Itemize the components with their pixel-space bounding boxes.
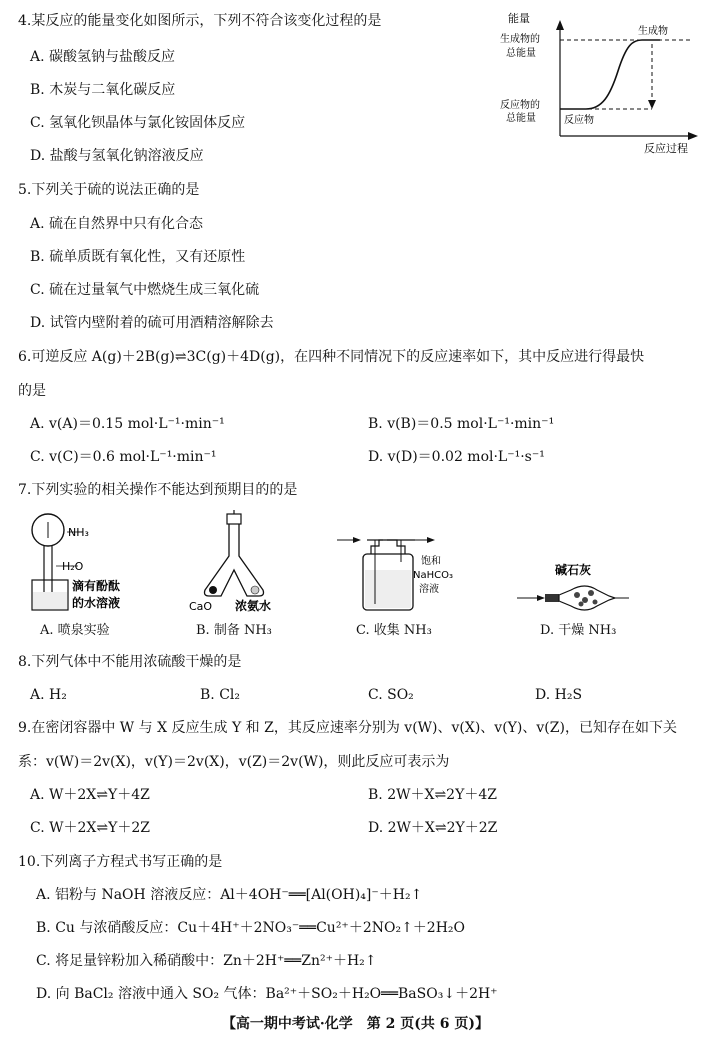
q9-option-b: B. 2W＋X⇌2Y＋4Z [368, 787, 497, 803]
q4-option-d: D. 盐酸与氢氧化钠溶液反应 [30, 148, 204, 164]
fig-a-solution-label-2: 的水溶液 [72, 596, 121, 610]
y-axis-label: 能量 [508, 12, 530, 25]
q8-option-b: B. Cl₂ [200, 687, 240, 703]
q6-option-c: C. v(C)＝0.6 mol·L⁻¹·min⁻¹ [30, 449, 217, 465]
fig-a-solution-label-1: 滴有酚酞 [72, 579, 121, 593]
q6-stem-1: 6.可逆反应 A(g)＋2B(g)⇌3C(g)＋4D(g)，在四种不同情况下的反应速率如下，其中反应进行得最快 [18, 349, 645, 365]
q8-stem: 8.下列气体中不能用浓硫酸干燥的是 [18, 654, 242, 670]
fig-a-fountain-apparatus [22, 508, 152, 613]
q5-option-b: B. 硫单质既有氧化性，又有还原性 [30, 249, 246, 265]
page-footer: 【高一期中考试·化学 第 2 页(共 6 页)】 [221, 1016, 490, 1032]
q9-stem-2: 系：v(W)＝2v(X)，v(Y)＝2v(X)，v(Z)＝2v(W)，则此反应可表示为 [18, 754, 450, 770]
q8-option-d: D. H₂S [535, 687, 583, 703]
q8-option-c: C. SO₂ [368, 687, 414, 703]
fig-d-caption: D. 干燥 NH₃ [540, 623, 617, 638]
product-energy-label-1: 生成物的 [500, 34, 540, 45]
q6-option-d: D. v(D)＝0.02 mol·L⁻¹·s⁻¹ [368, 449, 545, 465]
fig-d-soda-lime-label: 碱石灰 [555, 563, 592, 577]
q5-stem: 5.下列关于硫的说法正确的是 [18, 182, 200, 198]
q5-option-d: D. 试管内壁附着的硫可用酒精溶解除去 [30, 315, 274, 331]
fig-b-ammonia-label: 浓氨水 [235, 599, 272, 613]
fig-c-washing-bottle [335, 510, 465, 615]
fig-c-caption: C. 收集 NH₃ [356, 623, 432, 638]
q7-stem: 7.下列实验的相关操作不能达到预期目的的是 [18, 482, 298, 498]
product-label: 生成物 [638, 26, 668, 37]
fig-b-ytube-apparatus [185, 510, 295, 615]
fig-b-caption: B. 制备 NH₃ [196, 623, 272, 638]
q5-option-c: C. 硫在过量氧气中燃烧生成三氧化硫 [30, 282, 260, 298]
q10-option-a: A. 铝粉与 NaOH 溶液反应：Al＋4OH⁻══[Al(OH)₄]⁻＋H₂↑ [36, 887, 423, 903]
q10-option-b: B. Cu 与浓硝酸反应：Cu＋4H⁺＋2NO₃⁻══Cu²⁺＋2NO₂↑＋2H₂O [36, 920, 466, 936]
q10-option-d: D. 向 BaCl₂ 溶液中通入 SO₂ 气体：Ba²⁺＋SO₂＋H₂O══BaSO₃↓＋2H⁺ [36, 986, 498, 1002]
fig-a-h2o-label: H₂O [62, 560, 84, 573]
fig-c-label-3: 溶液 [419, 584, 439, 595]
q6-stem-2: 的是 [18, 383, 46, 399]
q4-option-a: A. 碳酸氢钠与盐酸反应 [30, 49, 176, 65]
q9-option-c: C. W＋2X⇌Y＋2Z [30, 820, 150, 836]
reactant-energy-label-1: 反应物的 [500, 100, 540, 111]
fig-b-cao-label: CaO [189, 600, 213, 613]
q6-option-a: A. v(A)＝0.15 mol·L⁻¹·min⁻¹ [30, 416, 225, 432]
reactant-label: 反应物 [564, 115, 594, 126]
fig-c-label-1: 饱和 [421, 556, 441, 567]
x-axis-label: 反应过程 [644, 142, 688, 155]
q8-option-a: A. H₂ [30, 687, 67, 703]
q9-stem-1: 9.在密闭容器中 W 与 X 反应生成 Y 和 Z，其反应速率分别为 v(W)、v(X)、v(Y)、v(Z)，已知存在如下关 [18, 720, 677, 736]
q5-option-a: A. 硫在自然界中只有化合态 [30, 216, 204, 232]
q10-option-c: C. 将足量锌粉加入稀硝酸中：Zn＋2H⁺══Zn²⁺＋H₂↑ [36, 953, 377, 969]
q6-option-b: B. v(B)＝0.5 mol·L⁻¹·min⁻¹ [368, 416, 555, 432]
fig-d-drying-tube [515, 560, 635, 615]
fig-a-caption: A. 喷泉实验 [40, 623, 110, 638]
fig-a-nh3-label: NH₃ [68, 526, 89, 539]
q10-stem: 10.下列离子方程式书写正确的是 [18, 854, 223, 870]
q4-option-b: B. 木炭与二氧化碳反应 [30, 82, 176, 98]
q4-stem: 4.某反应的能量变化如图所示，下列不符合该变化过程的是 [18, 13, 382, 29]
q9-option-a: A. W＋2X⇌Y＋4Z [30, 787, 150, 803]
product-energy-label-2: 总能量 [506, 48, 536, 59]
reactant-energy-label-2: 总能量 [506, 113, 536, 124]
energy-diagram [480, 6, 700, 156]
q4-option-c: C. 氢氧化钡晶体与氯化铵固体反应 [30, 115, 246, 131]
fig-c-label-2: NaHCO₃ [413, 570, 453, 581]
q9-option-d: D. 2W＋X⇌2Y＋2Z [368, 820, 498, 836]
